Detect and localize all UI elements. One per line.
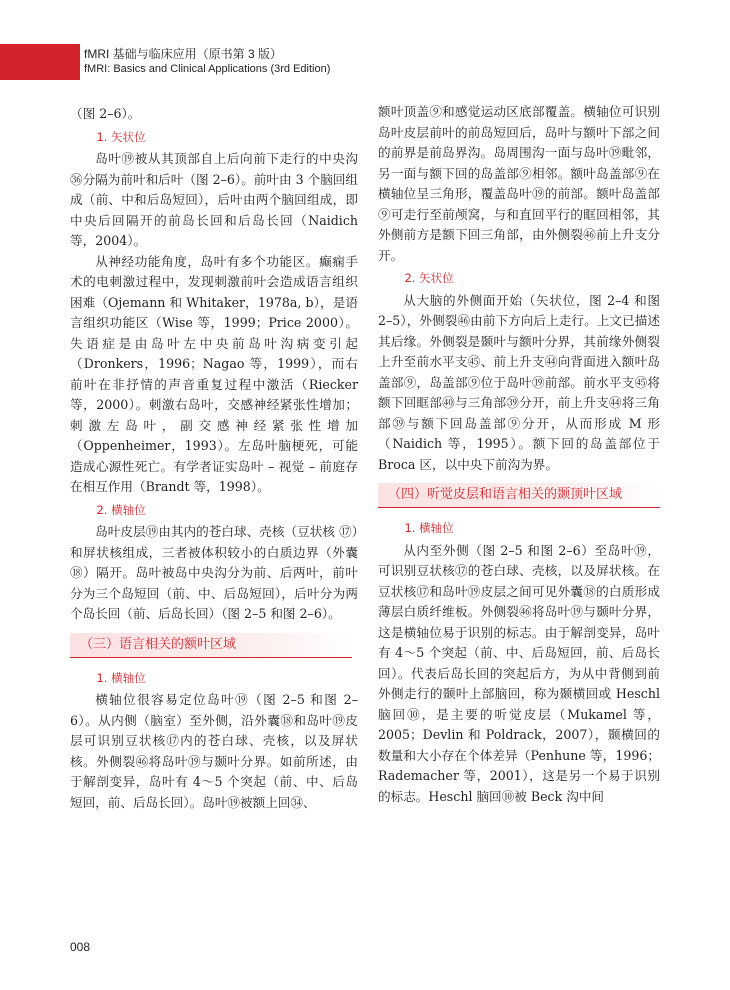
body-paragraph: 从内至外侧（图 2–5 和图 2–6）至岛叶⑲，可识别豆状核⑰的苍白球、壳核，以及屏状核。在豆状核⑰和岛叶⑲皮层之间可见外囊⑱的白质形成薄层白质纤维板。外侧裂㊻将岛叶⑲与颞叶分界，这是横轴位易于识别的标志。由于解剖变异，岛叶有 4～5 个突起（前、中、后岛短回，前、后岛长回）。代表后岛长回的突起后方，为从中背侧到前外侧走行的颞叶上部脑回，称为颞横回或 Heschl 脑回⑩，是主要的听觉皮层（Mukamel 等，2005；Devlin 和 Poldrack，2007），颞横回的数量和大小存在个体差异（Penhune 等，1996；Rademacher 等，2001），这是另一个易于识别的标志。Heschl 脑回⑩被 Beck 沟中间 <box>378 542 660 804</box>
left-column <box>70 104 358 813</box>
body-paragraph: （图 2–6）。 <box>70 106 141 121</box>
subsection-heading: 2. 横轴位 <box>96 502 146 517</box>
page-number: 008 <box>70 940 91 954</box>
body-paragraph: 从神经功能角度，岛叶有多个功能区。癫痫手术的电刺激过程中，发现刺激前叶会造成语言组织困难（Ojemann 和 Whitaker，1978a, b），是语言组织功能区（Wise 等，1999；Price 2000）。失语症是由岛叶左中央前岛叶沟病变引起（Dronkers，1996；Nagao 等，1999），而右前叶在非抒情的声音重复过程中激活（Riecker 等，2000）。刺激右岛叶，交感神经紧张性增加；刺激左岛叶，副交感神经紧张性增加（Oppenheimer，1993）。左岛叶脑梗死，可能造成心源性死亡。有学者证实岛叶 – 视觉 – 前庭存在相互作用（Brandt 等，1998）。 <box>70 253 358 494</box>
body-paragraph: 额叶顶盖⑨和感觉运动区底部覆盖。横轴位可识别岛叶皮层前叶的前岛短回后，岛叶与额叶下部之间的前界是前岛界沟。岛周围沟一面与岛叶⑲毗邻，另一面与额下回的岛盖部⑨相邻。额叶岛盖部⑨在横轴位呈三角形，覆盖岛叶⑲的前部。额叶岛盖部⑨可走行至前颅窝，与和直回平行的眶回相邻，其外侧前方是额下回三角部，由外侧裂㊻前上升支分开。 <box>378 104 660 263</box>
subsection-heading: 1. 横轴位 <box>96 670 146 685</box>
body-paragraph: 岛叶皮层⑲由其内的苍白球、壳核（豆状核 ⑰）和屏状核组成，三者被体积较小的白质边界（外囊⑱）隔开。岛叶被岛中央沟分为前、后两叶，前叶分为三个岛短回（前、中、后岛短回），后叶分为两个岛长回（前、后岛长回）（图 2–5 和图 2–6）。 <box>70 524 358 621</box>
right-column <box>378 102 660 807</box>
header-color-bar <box>0 44 80 80</box>
running-header-english: fMRI: Basics and Clinical Applications (3rd Edition) <box>84 63 331 75</box>
body-paragraph: 横轴位很容易定位岛叶⑲（图 2–5 和图 2–6）。从内侧（脑室）至外侧，沿外囊⑱和岛叶⑲皮层可识别豆状核⑰内的苍白球、壳核，以及屏状核。外侧裂㊻将岛叶⑲与颞叶分界。如前所述，由于解剖变异，岛叶有 4～5 个突起（前、中、后岛短回，前、后岛长回）。岛叶⑲被额上回㉞、 <box>70 692 358 810</box>
running-header-chinese: fMRI 基础与临床应用（原书第 3 版） <box>84 47 283 61</box>
section-heading: （三）语言相关的额叶区域 <box>70 633 352 658</box>
subsection-heading: 1. 矢状位 <box>96 129 146 144</box>
subsection-heading: 2. 矢状位 <box>404 271 454 285</box>
body-paragraph: 岛叶⑲被从其顶部自上后向前下走行的中央沟㊱分隔为前叶和后叶（图 2–6）。前叶由 3 个脑回组成（前、中和后岛短回），后叶由两个脑回组成，即中央后回隔开的前岛长回和后岛长回（Naidich 等，2004）。 <box>70 151 358 248</box>
body-paragraph: 从大脑的外侧面开始（矢状位，图 2–4 和图 2–5），外侧裂㊻由前下方向后上走行。上文已描述其后缘。外侧裂是颞叶与额叶分界，其前缘外侧裂上升至前水平支㊺、前上升支㊹向背面进入额叶岛盖部⑨，岛盖部⑨位于岛叶⑲前部。前水平支㊺将额下回眶部㊵与三角部㊴分开，前上升支㊹将三角部㊴与额下回岛盖部⑨分开，从而形成 M 形（Naidich 等，1995）。额下回的岛盖部位于 Broca 区，以中央下前沟为界。 <box>378 292 660 472</box>
section-heading: （四）听觉皮层和语言相关的颞顶叶区域 <box>378 483 660 508</box>
subsection-heading: 1. 横轴位 <box>404 521 454 535</box>
